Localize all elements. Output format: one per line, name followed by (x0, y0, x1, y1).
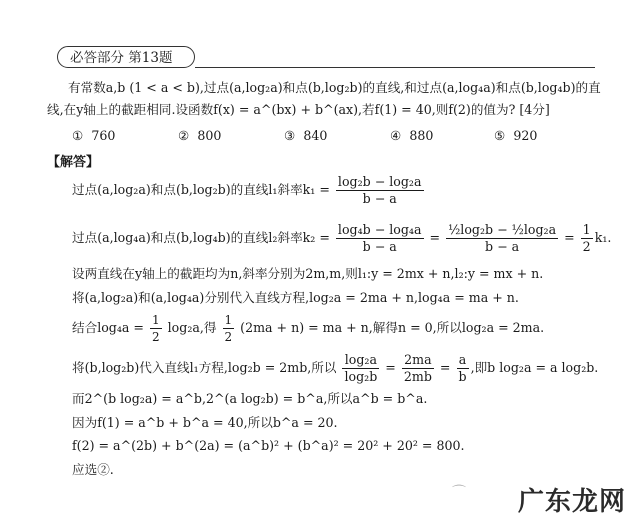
solution-step-4: 将(a,log₂a)和(a,log₄a)分别代入直线方程,log₂a = 2ma + n,log₄a = ma + n. (72, 290, 519, 305)
choice-1: ① 760 (72, 128, 116, 143)
choice-2: ② 800 (178, 128, 222, 143)
problem-line-2: 线,在y轴上的截距相同.设函数f(x) = a^(bx) + b^(ax),若f(1) = 40,则f(2)的值为? [4分] (47, 102, 550, 117)
solution-step-5: 结合log₄a = $\frac{1}{2}$ log₂a,得 $\frac{1}{2}$ (2ma + n) = ma + n,解得n = 0,所以log₂a = 2ma. (72, 313, 545, 344)
solution-step-9: f(2) = a^(2b) + b^(2a) = (a^b)² + (b^a)² = 20² + 20² = 800. (72, 438, 465, 453)
solution-step-2: 过点(a,log₄a)和点(b,log₄b)的直线l₂斜率k₂ = $\frac{\text{log₄b − log₄a}}{b - a}$ = $\frac{\text{½log₂b − ½log₂a}}{b - a}$ = $\frac{1}{2}$ k₁. (72, 222, 612, 254)
choice-5: ⑤ 920 (494, 128, 538, 143)
watermark-logo-mark: ⌒ (452, 485, 466, 501)
solution-step-7: 而2^(b log₂a) = a^b,2^(a log₂b) = b^a,所以a^b = b^a. (72, 391, 428, 406)
solution-step-3: 设两直线在y轴上的截距均为n,斜率分别为2m,m,则l₁:y = 2mx + n,l₂:y = mx + n. (72, 266, 544, 281)
header-rule (195, 67, 595, 68)
solution-step-6: 将(b,log₂b)代入直线l₁方程,log₂b = 2mb,所以 $\frac{\text{log₂a}}{\text{log₂b}}$ = $\frac{2ma}{2mb}$ = $\frac{a}{b}$ ,即b log₂a = a log₂b. (72, 352, 599, 384)
fraction-half-3: $\frac{1}{2}$ (224, 313, 233, 344)
fraction-2ma-2mb: $\frac{2ma}{2mb}$ (403, 352, 432, 384)
fraction-k2-expanded: $\frac{\text{½log₂b − ½log₂a}}{b - a}$ (448, 222, 557, 254)
problem-line-1: 有常数a,b (1 < a < b),过点(a,log₂a)和点(b,log₂b)的直线,和过点(a,log₄a)和点(b,log₄b)的直 (68, 80, 601, 95)
solution-step-8: 因为f(1) = a^b + b^a = 40,所以b^a = 20. (72, 415, 338, 430)
fraction-a-b: $\frac{a}{b}$ (458, 352, 467, 384)
solution-title: 【解答】 (47, 155, 100, 170)
fraction-half: $\frac{1}{2}$ (582, 222, 591, 254)
solution-step-1: 过点(a,log₂a)和点(b,log₂b)的直线l₁斜率k₁ = $\frac{\text{log₂b − log₂a}}{b - a}$ (72, 174, 422, 206)
choice-3: ③ 840 (284, 128, 328, 143)
solution-conclusion: 应选②. (72, 462, 114, 477)
fraction-k2: $\frac{\text{log₄b − log₄a}}{b - a}$ (337, 222, 422, 254)
fraction-k1: $\frac{\text{log₂b − log₂a}}{b - a}$ (337, 174, 422, 206)
watermark-text: 广东龙网 (517, 487, 626, 517)
fraction-half-2: $\frac{1}{2}$ (152, 313, 160, 344)
choice-4: ④ 880 (390, 128, 434, 143)
section-title: 必答部分 第13题 (70, 50, 173, 66)
answer-choices (72, 128, 592, 146)
section-header (57, 46, 195, 68)
fraction-log-ratio: $\frac{\text{log₂a}}{\text{log₂b}}$ (344, 352, 378, 384)
